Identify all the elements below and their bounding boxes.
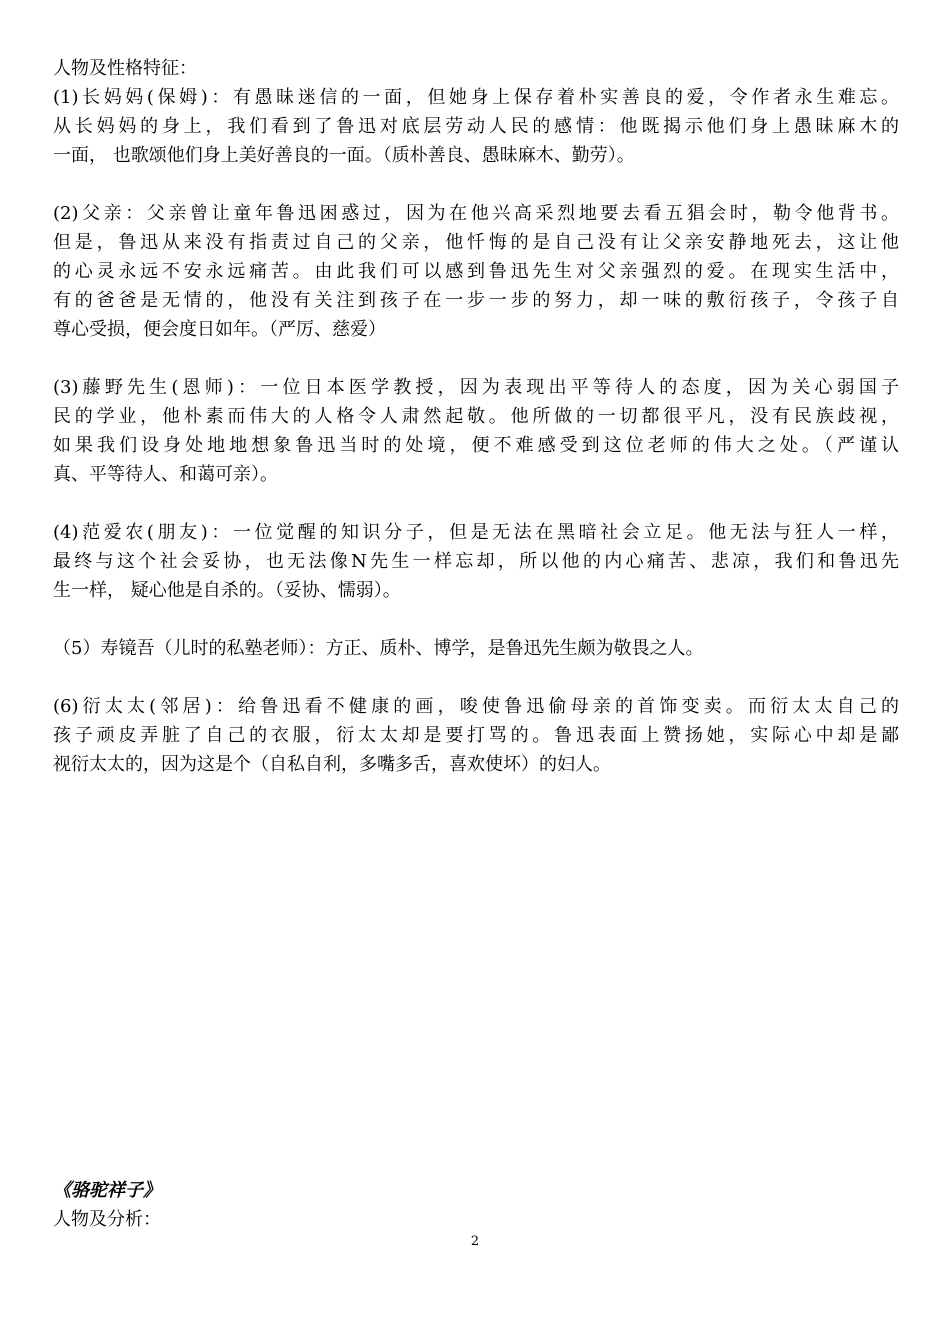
page-number: 2 [470,1234,480,1249]
paragraph-line: (6)衍太太(邻居)：给鲁迅看不健康的画，唆使鲁迅偷母亲的首饰变卖。而衍太太自己的 [53,696,899,717]
paragraph-chang-mama [53,83,899,170]
paragraph-line: 但是，鲁迅从来没有指责过自己的父亲，他忏悔的是自己没有让父亲安静地死去，这让他 [53,232,899,253]
paragraph-shou-jingwu [53,634,899,663]
paragraph-line: 民的学业，他朴素而伟大的人格令人肃然起敬。他所做的一切都很平凡，没有民族歧视， [53,406,899,427]
paragraph-line: 的心灵永远不安永远痛苦。由此我们可以感到鲁迅先生对父亲强烈的爱。在现实生活中， [53,261,899,282]
paragraph-line: （5）寿镜吾（儿时的私塾老师）：方正、质朴、博学，是鲁迅先生颇为敬畏之人。 [53,638,704,659]
paragraph-line: (4)范爱农(朋友)：一位觉醒的知识分子，但是无法在黑暗社会立足。他无法与狂人一样， [53,522,899,543]
section-heading: 人物及性格特征： [53,58,197,79]
paragraph-line: 视衍太太的，因为这是个（自私自利，多嘴多舌，喜欢使坏）的妇人。 [53,754,611,775]
paragraph-line: 如果我们设身处地地想象鲁迅当时的处境，便不难感受到这位老师的伟大之处。（严谨认 [53,435,899,456]
paragraph-yan-taitai [53,692,899,779]
paragraph-line: 最终与这个社会妥协，也无法像N先生一样忘却，所以他的内心痛苦、悲凉，我们和鲁迅先 [53,551,899,572]
paragraph-line: (1)长妈妈(保姆)：有愚昧迷信的一面，但她身上保存着朴实善良的爱，令作者永生难忘。 [53,87,899,108]
paragraph-line: 生一样， 疑心他是自杀的。（妥协、懦弱）。 [53,580,401,601]
paragraph-fujino [53,373,899,489]
paragraph-line: 孩子顽皮弄脏了自己的衣服，衍太太却是要打骂的。鲁迅表面上赞扬她，实际心中却是鄙 [53,725,899,746]
paragraph-father [53,199,899,344]
paragraph-line: (3)藤野先生(恩师)：一位日本医学教授，因为表现出平等待人的态度，因为关心弱国子 [53,377,899,398]
paragraph-line: (2)父亲：父亲曾让童年鲁迅困惑过，因为在他兴高采烈地要去看五猖会时，勒令他背书。 [53,203,899,224]
paragraph-line: 尊心受损，便会度日如年。（严厉、慈爱） [53,319,386,340]
paragraph-line: 一面， 也歌颂他们身上美好善良的一面。（质朴善良、愚昧麻木、勤劳）。 [53,145,635,166]
section-subheading: 人物及分析： [53,1209,161,1230]
character-section [53,54,899,779]
paragraph-line: 真、平等待人、和蔼可亲）。 [53,464,278,485]
paragraph-line: 有的爸爸是无情的，他没有关注到孩子在一步一步的努力，却一味的敷衍孩子，令孩子自 [53,290,899,311]
book-title: 《骆驼祥子》 [53,1180,161,1201]
next-book-section [53,1176,899,1234]
paragraph-fan-ainong [53,518,899,605]
paragraph-line: 从长妈妈的身上，我们看到了鲁迅对底层劳动人民的感情：他既揭示他们身上愚昧麻木的 [53,116,899,137]
